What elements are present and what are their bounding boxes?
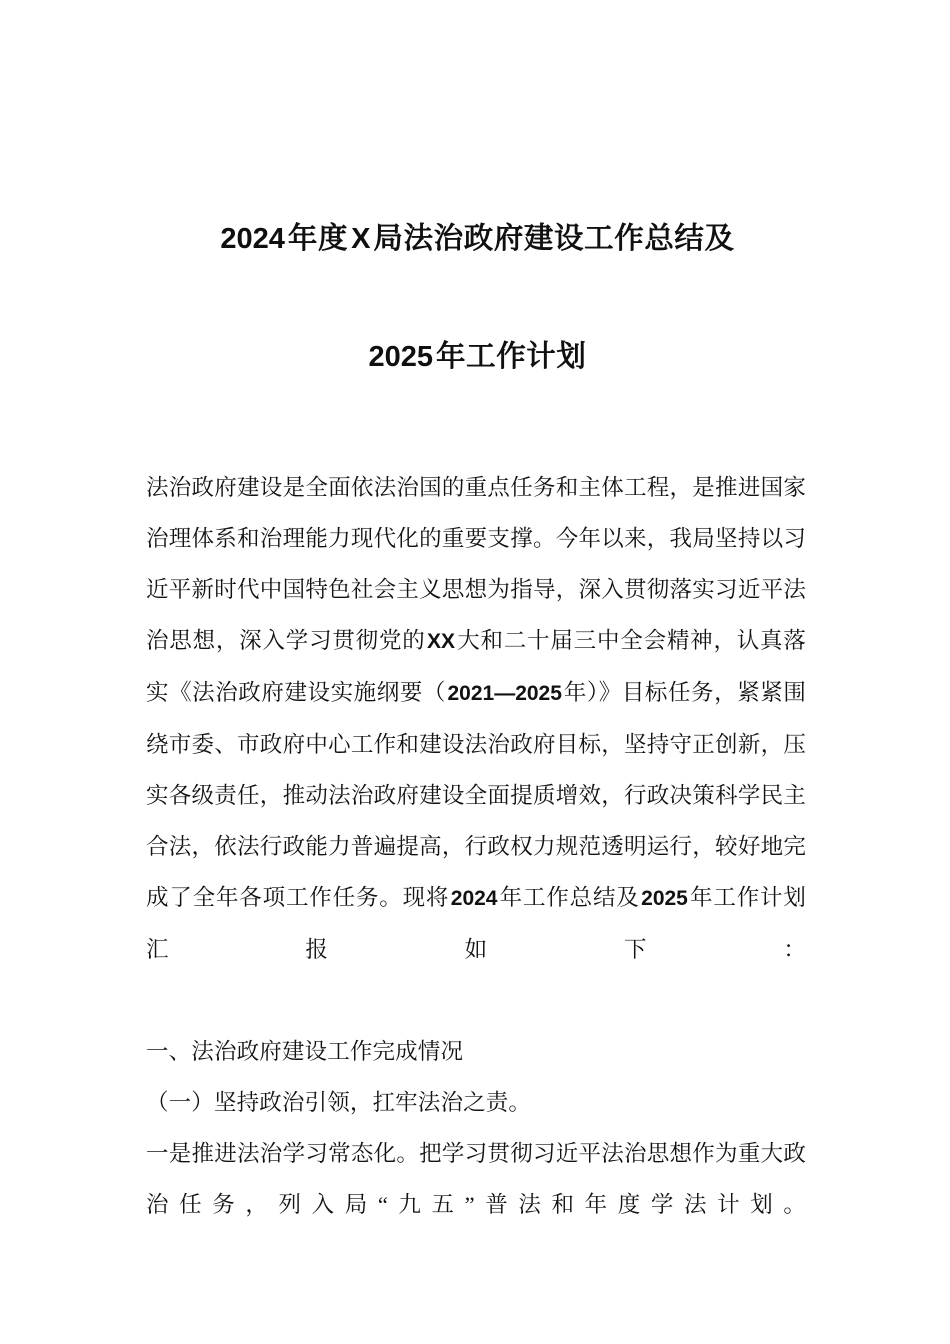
para-seg-1: 法治政府建设是全面依法治国的重点任务和主体工程，是推进国家治理体系和治理能力现代化的重要支撑。今年以来，我局坚持以习近平新时代中国特色社会主义思想为指导，深入贯彻落实习近平法治思想，深入学习贯彻党的: [146, 475, 806, 653]
title-year-2024: 2024: [220, 223, 285, 255]
document-body: [146, 462, 806, 1281]
para-latin-2025: 2025: [641, 887, 688, 910]
title-line-2: [146, 298, 806, 416]
paragraph-opening: [146, 462, 806, 1026]
title-org-placeholder: X: [351, 223, 371, 255]
title-year-2025: 2025: [368, 341, 433, 373]
page-title: [146, 180, 806, 416]
para-seg-2: 大和二十届三中全会精神，认真落实《法治政府建设实施纲要（: [146, 628, 806, 705]
page-content-column: [146, 0, 806, 1344]
para-latin-outline-range: 2021—2025: [447, 682, 562, 705]
paragraph-point-one: 一是推进法治学习常态化。把学习贯彻习近平法治思想作为重大政治任务，列入局“九五”普法和年度学法计划。: [146, 1141, 806, 1217]
para-seg-5: 年工作计划汇报如下：: [146, 885, 806, 962]
para-latin-2024: 2024: [450, 887, 498, 910]
title-text-1: 年度: [287, 223, 349, 255]
section-heading-1: 一、法治政府建设工作完成情况: [146, 1039, 464, 1064]
para-seg-4: 年工作总结及: [498, 885, 640, 910]
title-text-2: 局法治政府建设工作总结及: [373, 223, 735, 255]
para-latin-xx: XX: [427, 630, 456, 653]
para-seg-3: 年）》目标任务，紧紧围绕市委、市政府中心工作和建设法治政府目标，坚持守正创新，压实各级责任，推动法治政府建设全面提质增效，行政决策科学民主合法，依法行政能力普遍提高，行政权力规范透明运行，较好地完成了全年各项工作任务。现将: [146, 680, 806, 910]
title-line-1: [146, 180, 806, 298]
title-text-3: 年工作计划: [436, 341, 587, 373]
document-title: [146, 180, 806, 416]
subsection-heading-1: （一）坚持政治引领，扛牢法治之责。: [146, 1090, 532, 1115]
